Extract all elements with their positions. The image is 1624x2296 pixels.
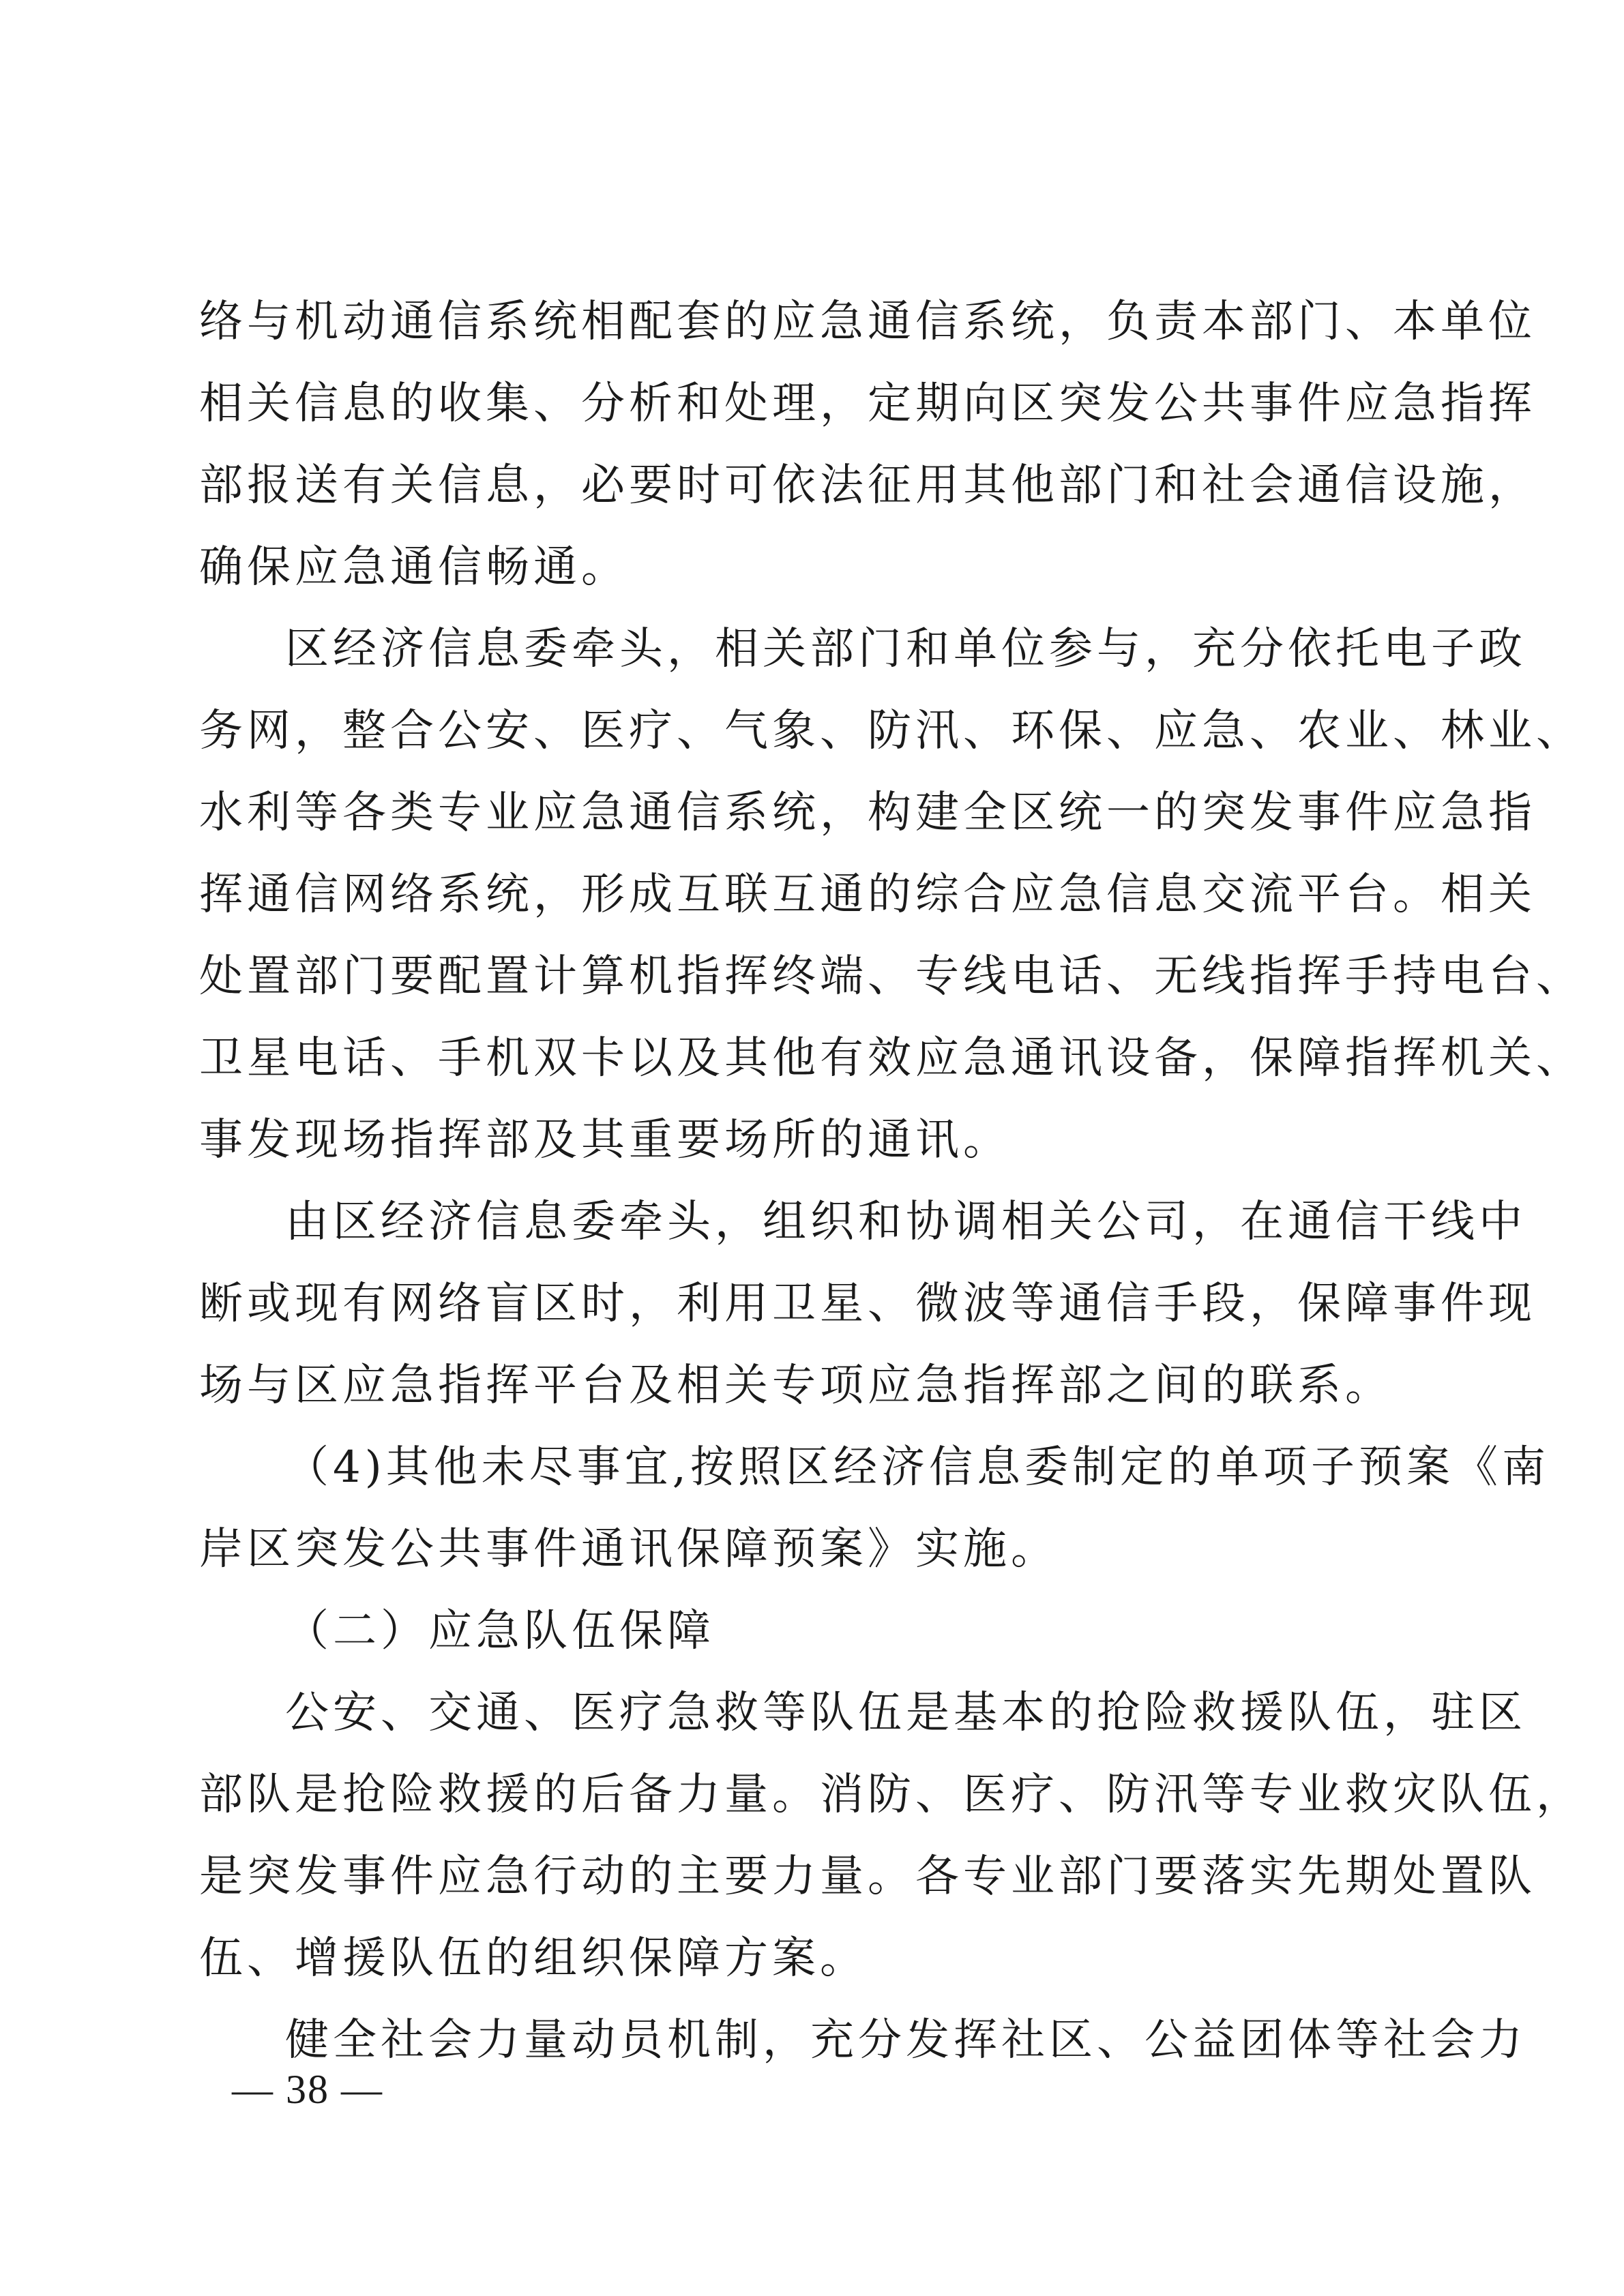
paragraph-first-line: 区经济信息委牵头，相关部门和单位参与，充分依托电子政 (285, 624, 1526, 674)
paragraph-first-line: （4)其他未尽事宜,按照区经济信息委制定的单项子预案《南 (285, 1442, 1550, 1493)
paragraph-first-line: 由区经济信息委牵头，组织和协调相关公司，在通信干线中 (285, 1197, 1526, 1247)
text-line: 是突发事件应急行动的主要力量。各专业部门要落实先期处置队 (199, 1851, 1536, 1902)
text-line: 断或现有网络盲区时，利用卫星、微波等通信手段，保障事件现 (199, 1279, 1536, 1329)
page-number: — 38 — (232, 2067, 383, 2112)
text-line: 务网，整合公安、医疗、气象、防汛、环保、应急、农业、林业、 (199, 706, 1584, 756)
text-line: 部队是抢险救援的后备力量。消防、医疗、防汛等专业救灾队伍， (199, 1770, 1584, 1820)
paragraph-first-line: 公安、交通、医疗急救等队伍是基本的抢险救援队伍，驻区 (285, 1688, 1526, 1738)
text-line: 确保应急通信畅通。 (199, 542, 629, 593)
text-line: 事发现场指挥部及其重要场所的通讯。 (199, 1115, 1011, 1165)
text-line: 挥通信网络系统，形成互联互通的综合应急信息交流平台。相关 (199, 869, 1536, 920)
text-line: 相关信息的收集、分析和处理，定期向区突发公共事件应急指挥 (199, 378, 1536, 429)
text-line: 处置部门要配置计算机指挥终端、专线电话、无线指挥手持电台、 (199, 951, 1584, 1002)
section-heading: （二）应急队伍保障 (285, 1606, 715, 1656)
text-line: 场与区应急指挥平台及相关专项应急指挥部之间的联系。 (199, 1360, 1393, 1411)
text-line: 岸区突发公共事件通讯保障预案》实施。 (199, 1524, 1059, 1575)
text-line: 部报送有关信息，必要时可依法征用其他部门和社会通信设施， (199, 460, 1536, 511)
text-line: 卫星电话、手机双卡以及其他有效应急通讯设备，保障指挥机关、 (199, 1033, 1584, 1084)
paragraph-first-line: 健全社会力量动员机制，充分发挥社区、公益团体等社会力 (285, 2015, 1526, 2066)
text-line: 水利等各类专业应急通信系统，构建全区统一的突发事件应急指 (199, 788, 1536, 838)
text-line: 伍、增援队伍的组织保障方案。 (199, 1933, 868, 1984)
text-line: 络与机动通信系统相配套的应急通信系统，负责本部门、本单位 (199, 297, 1536, 347)
